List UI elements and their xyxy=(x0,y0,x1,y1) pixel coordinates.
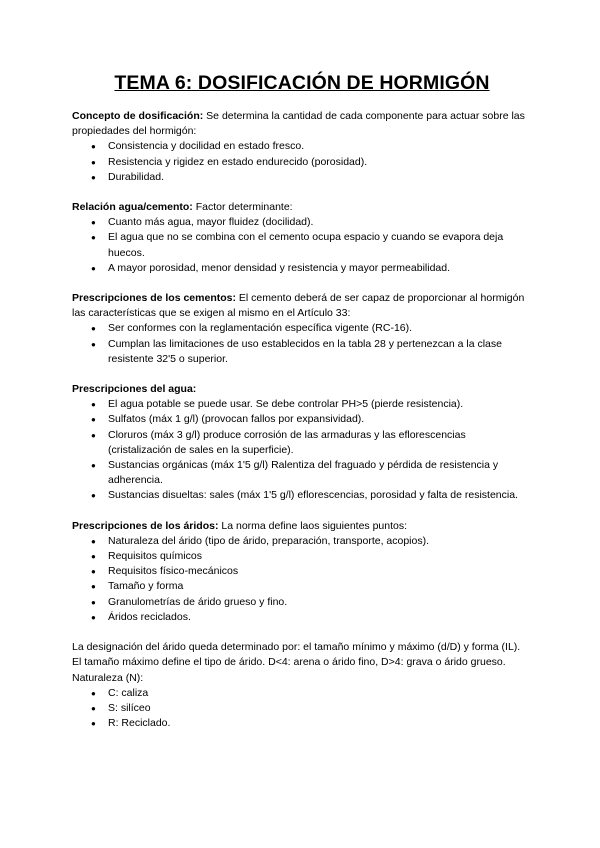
list-item: ● A mayor porosidad, menor densidad y resistencia y mayor permeabilidad. xyxy=(108,261,532,276)
list-item: ● Tamaño y forma xyxy=(108,579,532,594)
agua-paragraph xyxy=(72,382,532,397)
list-item: ● C: caliza xyxy=(108,686,532,701)
concepto-paragraph xyxy=(72,109,532,139)
list-item: ● Resistencia y rigidez en estado endurecido (porosidad). xyxy=(108,155,532,170)
concepto-heading: Concepto de dosificación: xyxy=(72,110,204,122)
relacion-paragraph xyxy=(72,200,532,215)
cementos-heading: Prescripciones de los cementos: xyxy=(72,292,236,305)
list-item: ● Sustancias disueltas: sales (máx 1'5 g/l) eflorescencias, porosidad y falta de resistencia. xyxy=(108,488,532,503)
list-item: ● Áridos reciclados. xyxy=(108,610,532,625)
list-item: ● El agua que no se combina con el cemento ocupa espacio y cuando se evapora deja huecos. xyxy=(108,230,532,260)
concepto-text: Se determina la cantidad de cada componente para actuar sobre las propiedades del hormigón: xyxy=(72,110,525,138)
page-title: TEMA 6: DOSIFICACIÓN DE HORMIGÓN xyxy=(114,72,490,94)
list-item: ● Granulometrías de árido grueso y fino. xyxy=(108,595,532,610)
list-item: ● Ser conformes con la reglamentación específica vigente (RC-16). xyxy=(108,321,532,336)
list-item: ● R: Reciclado. xyxy=(108,716,532,731)
aridos-list xyxy=(72,534,532,625)
list-item: ● El agua potable se puede usar. Se debe controlar PH>5 (pierde resistencia). xyxy=(108,397,532,412)
designacion-line-3: Naturaleza (N): xyxy=(72,671,144,684)
designacion-line-2: El tamaño máximo define el tipo de árido. D<4: arena o árido fino, D>4: grava o árido grueso. xyxy=(72,656,506,669)
naturaleza-list xyxy=(72,686,532,732)
list-item: ● Cumplan las limitaciones de uso establecidos en la tabla 28 y pertenezcan a la clase resistente 32'5 o superior. xyxy=(108,337,532,367)
agua-list xyxy=(72,397,532,503)
relacion-text: Factor determinante: xyxy=(192,201,293,214)
aridos-heading: Prescripciones de los áridos: xyxy=(72,519,219,532)
relacion-list xyxy=(72,215,532,276)
cementos-paragraph xyxy=(72,291,532,321)
list-item: ● S: silíceo xyxy=(108,701,532,716)
list-item: ● Consistencia y docilidad en estado fresco. xyxy=(108,139,532,154)
list-item: ● Requisitos químicos xyxy=(108,549,532,564)
list-item: ● Requisitos físico-mecánicos xyxy=(108,564,532,579)
list-item: ● Cuanto más agua, mayor fluidez (docilidad). xyxy=(108,215,532,230)
cementos-text: El cemento deberá de ser capaz de proporcionar al hormigón las características que se exigen al mismo en el Artículo 33: xyxy=(72,292,525,320)
relacion-heading: Relación agua/cemento: xyxy=(72,201,193,214)
document-page xyxy=(72,70,532,731)
concepto-list xyxy=(72,139,532,185)
list-item: ● Cloruros (máx 3 g/l) produce corrosión de las armaduras y las eflorescencias (cristalización de sales en la superficie). xyxy=(108,428,532,458)
aridos-text: La norma define laos siguientes puntos: xyxy=(218,519,408,532)
agua-heading: Prescripciones del agua: xyxy=(72,383,197,396)
list-item: ● Sulfatos (máx 1 g/l) (provocan fallos por expansividad). xyxy=(108,412,532,427)
list-item: ● Sustancias orgánicas (máx 1'5 g/l) Ralentiza del fraguado y pérdida de resistencia y adherencia. xyxy=(108,458,532,488)
list-item: ● Durabilidad. xyxy=(108,170,532,185)
designacion-line-1: La designación del árido queda determinado por: el tamaño mínimo y máximo (d/D) y forma (IL). xyxy=(72,641,521,654)
list-item: ● Naturaleza del árido (tipo de árido, preparación, transporte, acopios). xyxy=(108,534,532,549)
cementos-list xyxy=(72,321,532,367)
aridos-paragraph xyxy=(72,519,532,534)
